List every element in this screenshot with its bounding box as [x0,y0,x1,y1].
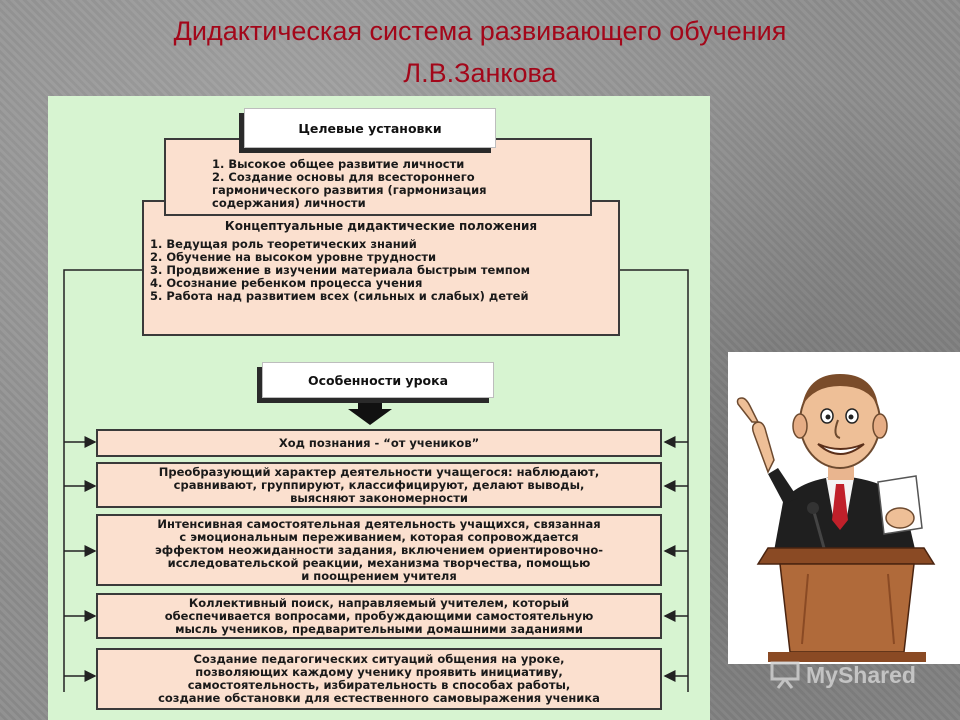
lesson-feature-box [96,429,662,457]
goal-item: 2. Создание основы для всестороннего [212,170,475,184]
slide-subtitle: Л.В.Занкова [403,58,557,88]
lesson-feature-box [96,514,662,586]
concept-item: 4. Осознание ребенком процесса учения [150,276,423,290]
watermark [770,659,916,691]
feature-line: Ход познания - “от учеников” [278,436,480,450]
feature-line: Интенсивная самостоятельная деятельность учащихся, связанная [157,517,601,531]
goal-item: содержания) личности [212,196,366,210]
concept-item: 1. Ведущая роль теоретических знаний [150,237,417,251]
feature-line: обеспечивается вопросами, пробуждающими самостоятельную [164,609,594,623]
presentation-board-icon [770,661,800,689]
diagram-panel [48,96,710,720]
feature-line: самостоятельность, избирательность в способах работы, [187,678,571,692]
lesson-feature-box [96,648,662,710]
goals-box [164,138,592,216]
feature-line: эффектом неожиданности задания, включением ориентировочно- [154,543,604,557]
concept-item: 5. Работа над развитием всех (сильных и слабых) детей [150,289,529,303]
teacher-at-lectern-illustration [728,352,960,664]
feature-line: с эмоциональным переживанием, которая сопровождается [179,530,579,544]
feature-line: исследовательской реакции, механизма творчества, помощью [167,556,591,570]
feature-line: Преобразующий характер деятельности учащегося: наблюдают, [158,465,600,479]
goal-item: гармонического развития (гармонизация [212,183,487,197]
feature-line: Коллективный поиск, направляемый учителем, который [188,596,570,610]
feature-line: выясняют закономерности [290,491,468,505]
feature-line: мысль учеников, предварительными домашними заданиями [175,622,583,636]
lesson-feature-box [96,462,662,508]
feature-line: и поощрением учителя [301,569,457,583]
goals-header: Целевые установки [244,108,496,148]
lesson-header: Особенности урока [262,362,494,398]
lesson-feature-box [96,593,662,639]
feature-line: создание обстановки для естественного самовыражения ученика [158,691,600,705]
concepts-header: Концептуальные дидактические положения [224,219,538,233]
goal-item: 1. Высокое общее развитие личности [212,157,465,171]
watermark-text: MyShared [806,661,916,688]
concept-item: 2. Обучение на высоком уровне трудности [150,250,437,264]
slide-title: Дидактическая система развивающего обучения [173,16,787,46]
feature-line: Создание педагогических ситуаций общения на уроке, [193,652,565,666]
feature-line: позволяющих каждому ученику проявить инициативу, [195,665,563,679]
concept-item: 3. Продвижение в изучении материала быстрым темпом [150,263,530,277]
feature-line: сравнивают, группируют, классифицируют, делают выводы, [173,478,585,492]
concepts-box [142,200,620,336]
